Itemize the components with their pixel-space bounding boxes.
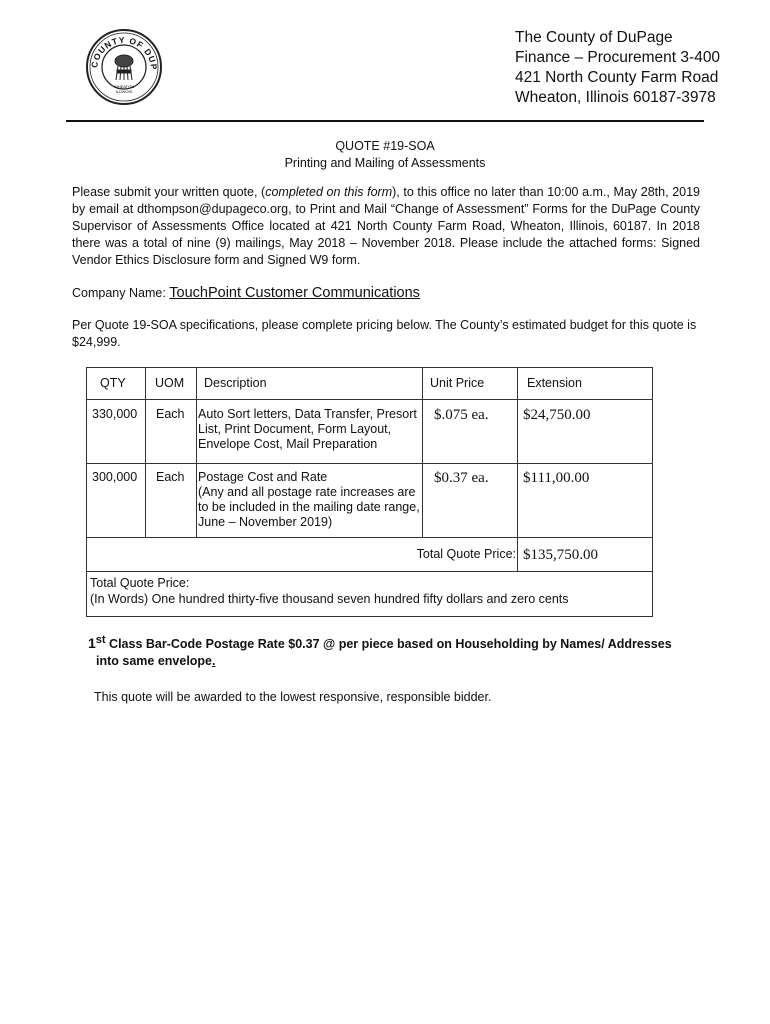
header-unit-price: Unit Price [430, 376, 485, 390]
row2-qty: 300,000 [92, 470, 138, 484]
county-address [515, 28, 720, 108]
row1-uom: Each [156, 407, 185, 421]
header-description: Description [204, 376, 267, 390]
address-line-1: The County of DuPage [515, 29, 673, 46]
company-name-row [72, 285, 420, 301]
svg-text:WHEATON: WHEATON [113, 84, 135, 89]
header-rule [66, 120, 704, 122]
row2-description-line: Postage Cost and Rate [198, 470, 328, 484]
row2-description-line: (Any and all postage rate increases are [198, 485, 416, 499]
header-qty: QTY [100, 376, 126, 390]
county-seal [85, 28, 163, 106]
note-line1: Class Bar-Code Postage Rate $0.37 @ per piece based on Householding by Names/ Addresses [105, 637, 672, 652]
address-line-2: Finance – Procurement 3-400 [515, 49, 721, 66]
total-words-value[interactable]: (In Words) One hundred thirty-five thousand seven hundred fifty dollars and zero cents [90, 592, 569, 606]
svg-text:THE COUNTY OF DUPAGE: COUNTY OF DUP [88, 34, 160, 71]
row2-uom: Each [156, 470, 185, 484]
row2-description-line: June – November 2019) [198, 515, 333, 529]
row2-extension[interactable]: $111,00.00 [523, 470, 590, 486]
row2-description-line: to be included in the mailing date range, [198, 500, 420, 514]
note-ordinal: 1 [88, 635, 96, 652]
header-uom: UOM [155, 376, 185, 390]
note-line2-end: . [212, 654, 216, 669]
company-name-label: Company Name: [72, 286, 166, 300]
row1-description-line: Envelope Cost, Mail Preparation [198, 437, 378, 451]
row1-qty: 330,000 [92, 407, 138, 421]
note-line2: into same envelope [96, 654, 213, 669]
quote-subject: Printing and Mailing of Assessments [284, 156, 486, 170]
row1-description-line: List, Print Document, Form Layout, [198, 422, 392, 436]
postage-note [88, 632, 672, 670]
total-price-label: Total Quote Price: [416, 547, 516, 561]
svg-text:ILLINOIS: ILLINOIS [115, 89, 133, 94]
row1-description [198, 407, 417, 452]
row1-unit-price[interactable]: $.075 ea. [434, 407, 489, 423]
total-price-value[interactable]: $135,750.00 [523, 547, 598, 563]
address-line-3: 421 North County Farm Road [515, 69, 719, 86]
header-extension: Extension [527, 376, 582, 390]
instructions-paragraph [72, 184, 700, 269]
company-name-value[interactable]: TouchPoint Customer Communications [169, 285, 420, 301]
row1-extension[interactable]: $24,750.00 [523, 407, 591, 423]
row1-description-line: Auto Sort letters, Data Transfer, Presort [198, 407, 417, 421]
row2-description [198, 470, 420, 530]
note-ordinal-suffix: st [95, 634, 106, 646]
row2-unit-price[interactable]: $0.37 ea. [434, 470, 489, 486]
pricing-table [86, 367, 653, 617]
instructions-part2: ), to this office no later than 10:00 a.m., May 28th, 2019 by email at dthompson@dupageco.org, to Print and Mail “Change of Assessment” Forms for the DuPage County Supervisor of Assessments Office located at 421 North County Farm Road, Wheaton, Illinois, 60187. In 2018 there was a total of nine (9) mailings, May 2018 – November 2018. Please include the attached forms: Signed Vendor Ethics Disclosure form and Signed W9 form. [72, 185, 700, 267]
award-statement: This quote will be awarded to the lowest responsive, responsible bidder. [94, 690, 492, 704]
address-line-4: Wheaton, Illinois 60187-3978 [515, 89, 716, 106]
quote-number: QUOTE #19-SOA [335, 139, 435, 153]
total-words-label: Total Quote Price: [90, 576, 190, 590]
instructions-part1: Please submit your written quote, ( [72, 185, 266, 199]
instructions-emphasis: completed on this form [265, 185, 393, 199]
spec-paragraph: Per Quote 19-SOA specifications, please complete pricing below. The County’s estimated budget for this quote is $24,999. [72, 318, 697, 349]
